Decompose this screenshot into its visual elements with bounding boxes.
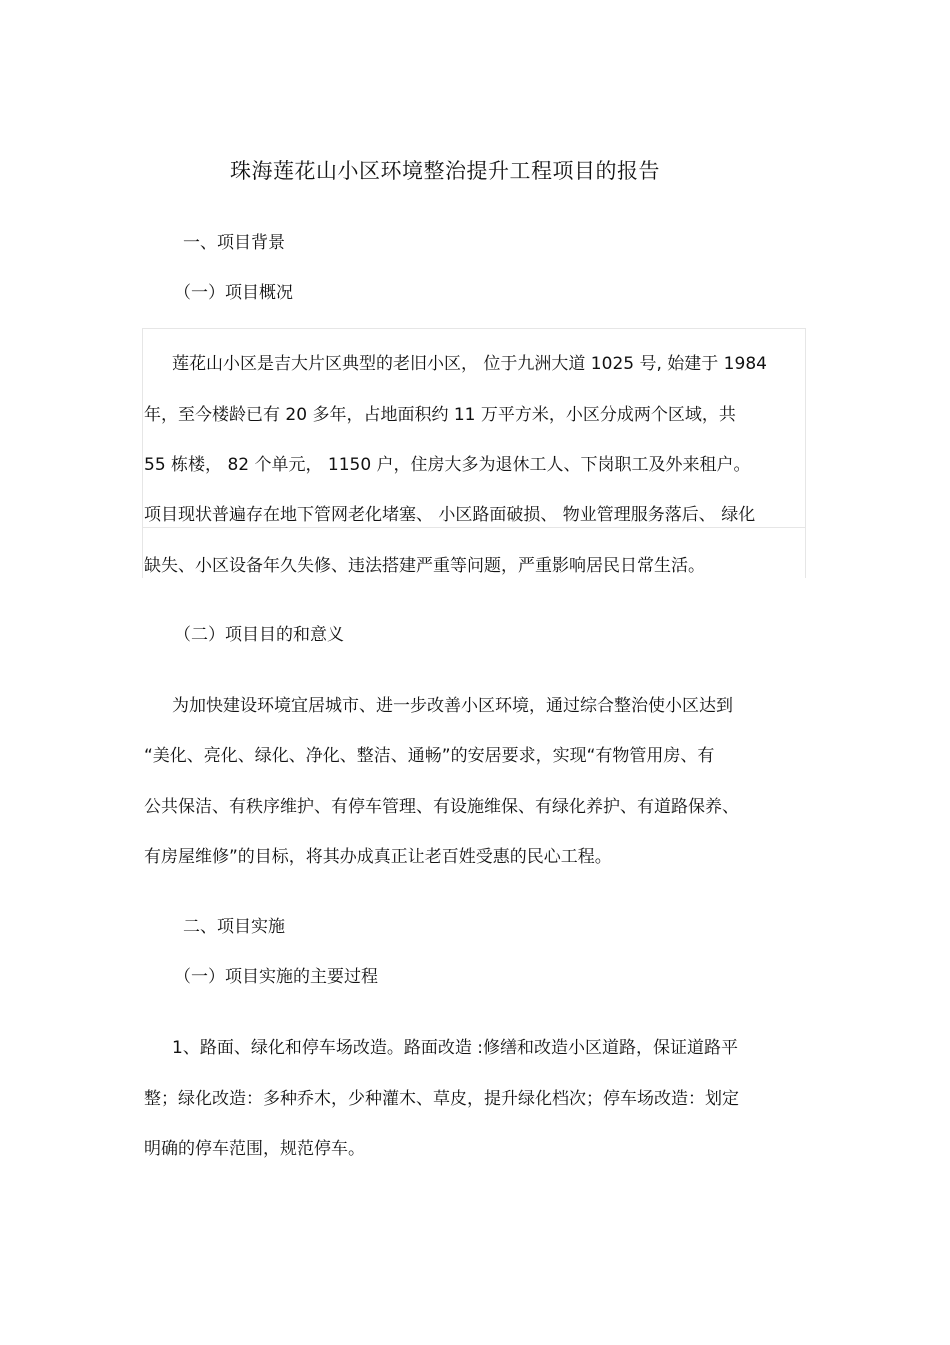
frame-right-border	[805, 328, 806, 578]
process-paragraph-line: 整；绿化改造：多种乔木，少种灌木、草皮，提升绿化档次；停车场改造：划定	[144, 1089, 739, 1109]
subsection-heading-overview: （一）项目概况	[174, 283, 293, 303]
subsection-heading-purpose: （二）项目目的和意义	[174, 625, 344, 645]
overview-paragraph-line: 年，至今楼龄已有 20 多年，占地面积约 11 万平方米，小区分成两个区域，共	[144, 405, 736, 425]
section-heading-implementation: 二、项目实施	[183, 917, 285, 937]
process-paragraph-line: 明确的停车范围，规范停车。	[144, 1139, 365, 1159]
subsection-heading-process: （一）项目实施的主要过程	[174, 967, 378, 987]
purpose-paragraph-line: “美化、亮化、绿化、净化、整洁、通畅”的安居要求，实现“有物管用房、有	[144, 746, 715, 766]
overview-paragraph-line: 项目现状普遍存在地下管网老化堵塞、 小区路面破损、 物业管理服务落后、 绿化	[144, 505, 756, 525]
purpose-paragraph-line: 有房屋维修”的目标，将其办成真正让老百姓受惠的民心工程。	[144, 847, 612, 867]
purpose-paragraph-line: 公共保洁、有秩序维护、有停车管理、有设施维保、有绿化养护、有道路保养、	[144, 797, 739, 817]
purpose-paragraph-line: 为加快建设环境宜居城市、进一步改善小区环境，通过综合整治使小区达到	[172, 696, 733, 716]
frame-top-border	[142, 328, 806, 329]
process-paragraph-line: 1、路面、绿化和停车场改造。路面改造 :修缮和改造小区道路，保证道路平	[172, 1038, 738, 1058]
overview-paragraph-line: 莲花山小区是吉大片区典型的老旧小区， 位于九洲大道 1025 号, 始建于 1984	[172, 354, 767, 374]
frame-left-border	[142, 328, 143, 578]
document-title: 珠海莲花山小区环境整治提升工程项目的报告	[230, 159, 660, 183]
overview-paragraph-line: 55 栋楼， 82 个单元， 1150 户，住房大多为退休工人、下岗职工及外来租户。	[144, 455, 751, 475]
frame-inner-border	[142, 527, 806, 528]
overview-paragraph-line: 缺失、小区设备年久失修、违法搭建严重等问题，严重影响居民日常生活。	[144, 556, 705, 576]
section-heading-background: 一、项目背景	[183, 233, 285, 253]
